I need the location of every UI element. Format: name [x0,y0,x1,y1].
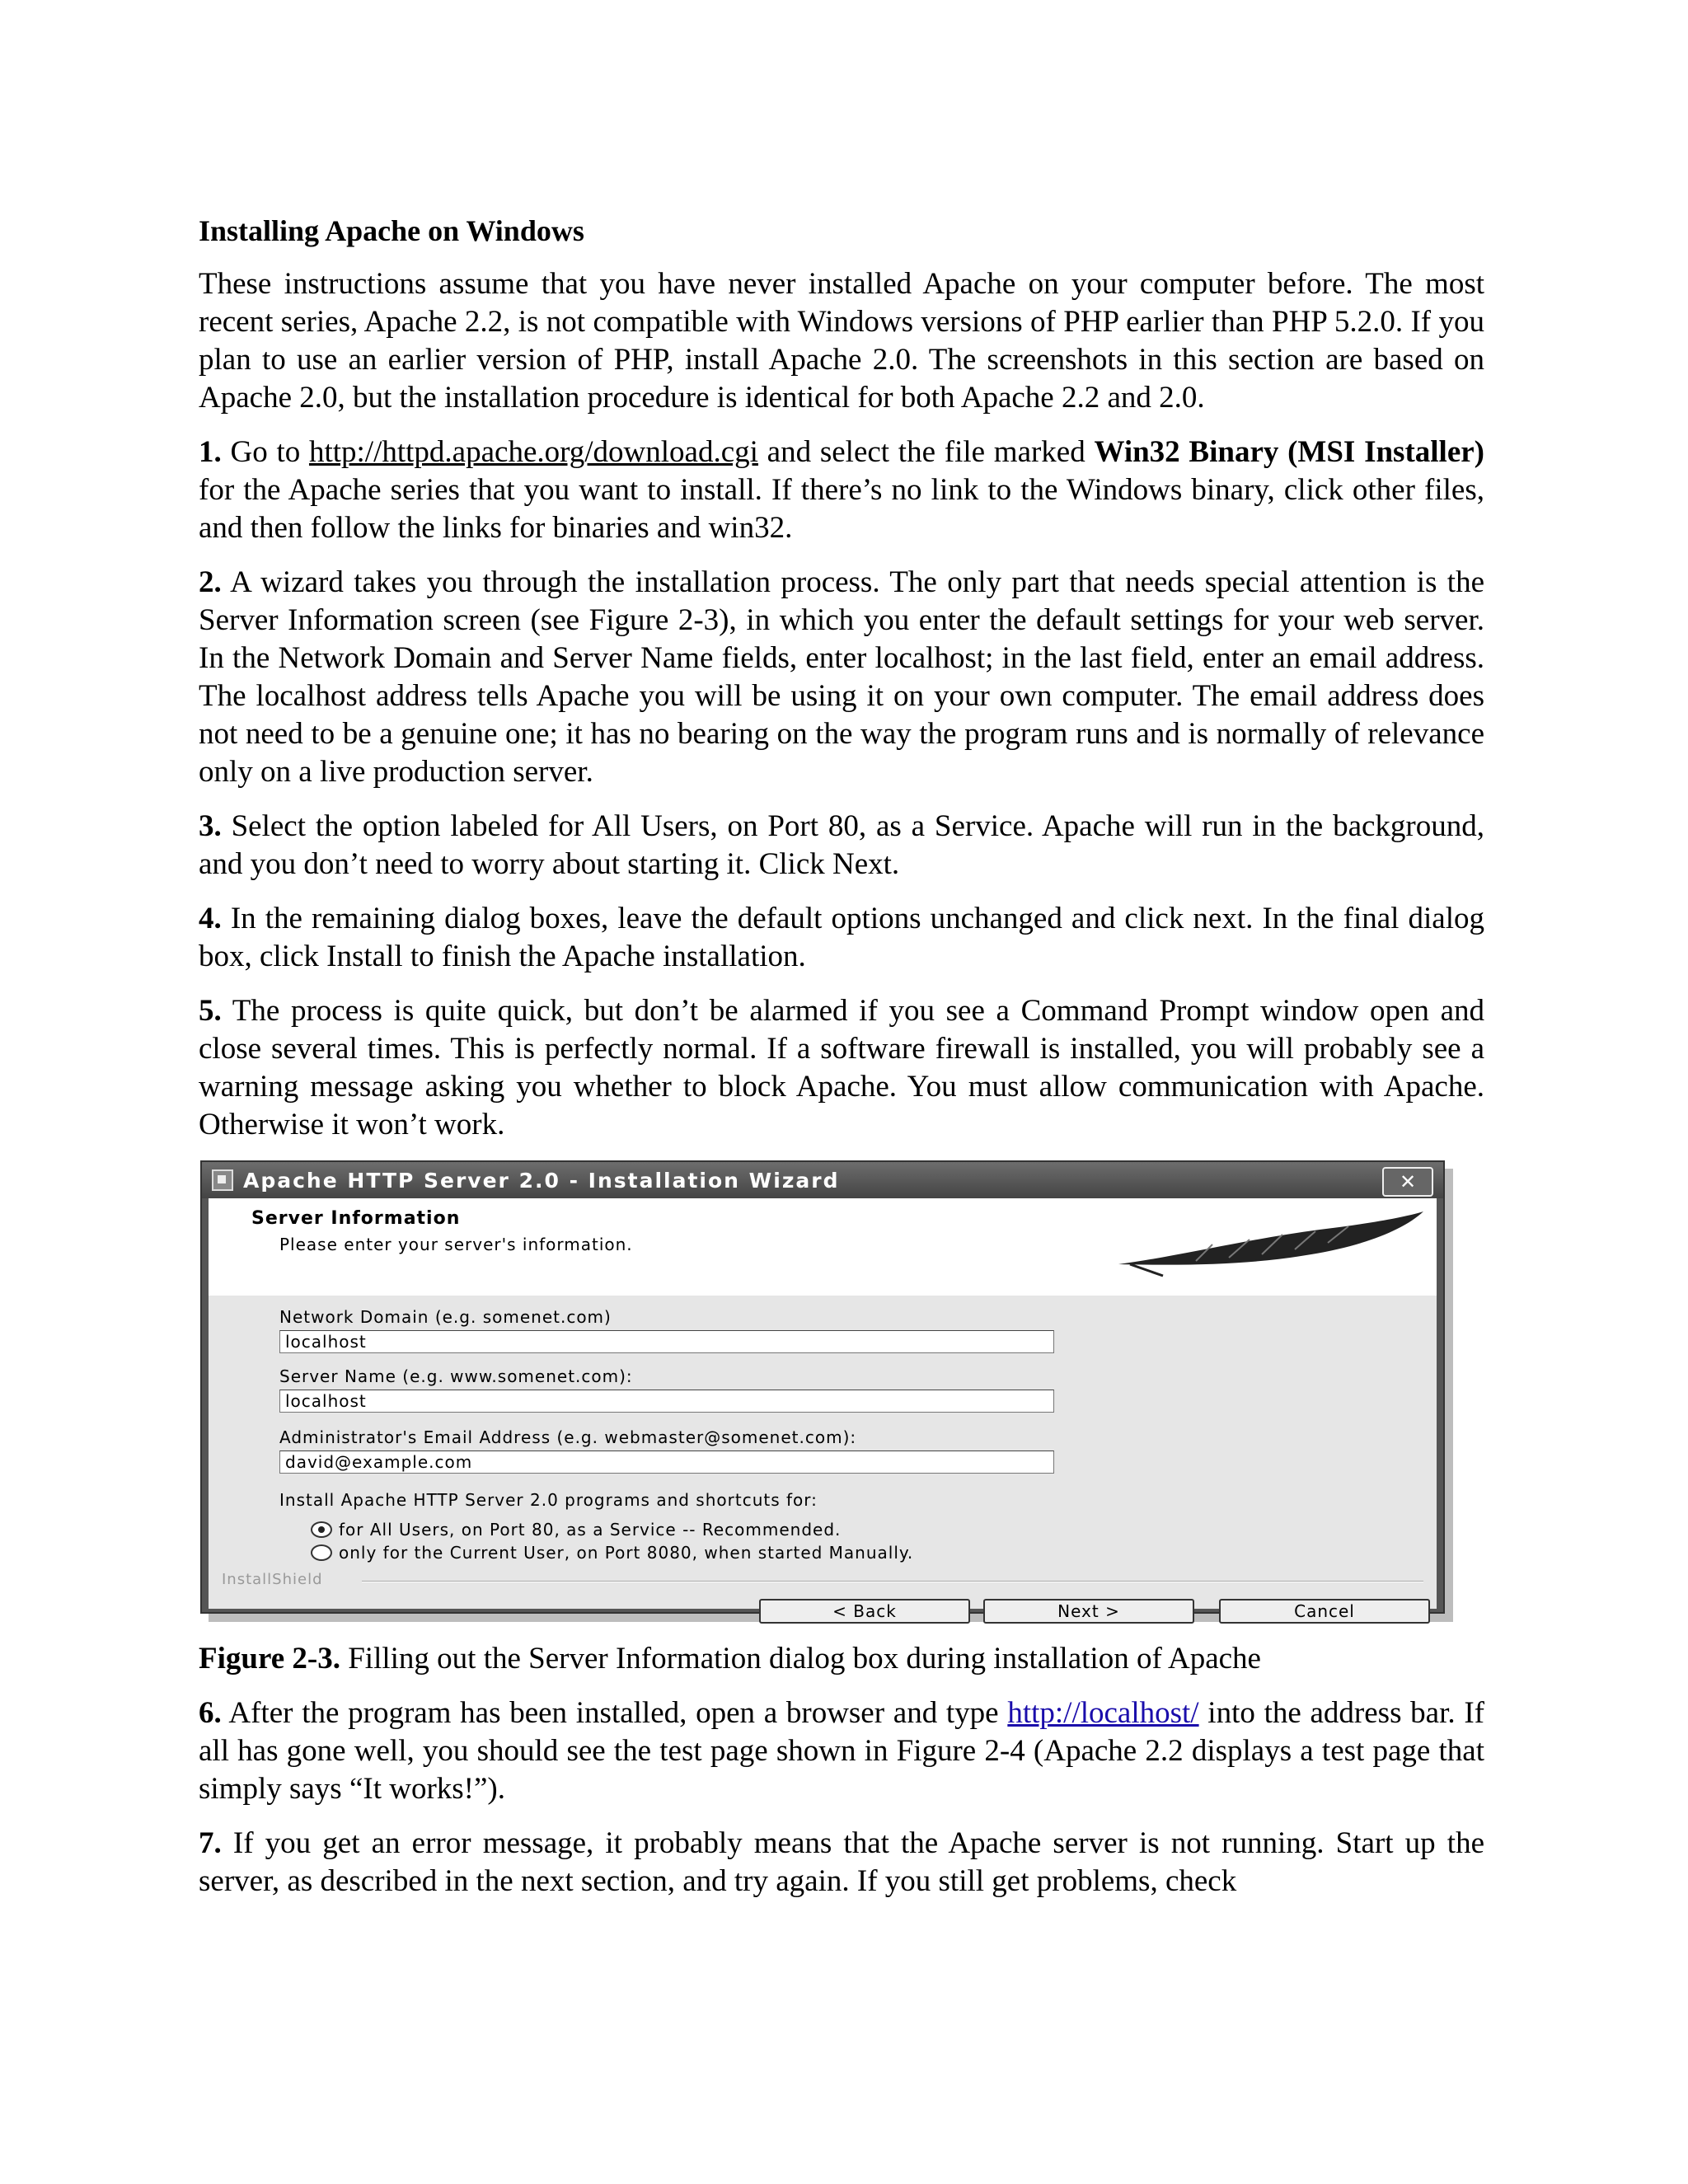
download-link[interactable]: http://httpd.apache.org/download.cgi [308,435,758,469]
header-title: Server Information [251,1208,461,1229]
back-button[interactable]: < Back [759,1599,970,1624]
section-title: Installing Apache on Windows [199,214,584,247]
wizard-header [209,1198,1437,1296]
header-subtitle: Please enter your server's information. [279,1235,633,1254]
step-text: into the address bar. If all has gone well, you should see the test page shown in Figure 2-4 (Apache 2.2 displays a test page that simply says “It works!”). [199,1696,1484,1806]
step-number: 7. [199,1826,222,1860]
step-number: 4. [199,902,222,935]
email-input[interactable]: david@example.com [279,1451,1054,1474]
step-number: 2. [199,565,222,599]
step-7 [199,1825,1484,1900]
step-2 [199,564,1484,791]
install-for-label: Install Apache HTTP Server 2.0 programs and shortcuts for: [279,1490,818,1510]
step-text: A wizard takes you through the installation process. The only part that needs special attention is the Server Information screen (see Figure 2-3), in which you enter the default settings for your web server. In the Network Domain and Server Name fields, enter localhost; in the last field, enter an email address. The localhost address tells Apache you will be using it on your own computer. The email address does not need to be a genuine one; it has no bearing on the way the program runs and is normally of relevance only on a live production server. [199,565,1484,789]
step-text: for the Apache series that you want to install. If there’s no link to the Windows binary, click other files, and then follow the links for binaries and win32. [199,473,1484,545]
step-1 [199,434,1484,547]
installshield-label: InstallShield [222,1571,323,1588]
step-5 [199,992,1484,1144]
step-text: If you get an error message, it probably means that the Apache server is not running. Start up the server, as described in the next section, and try again. If you still get problems, check [199,1826,1484,1898]
step-number: 3. [199,809,222,843]
step-number: 1. [199,435,222,469]
server-name-input[interactable]: localhost [279,1390,1054,1413]
bold-term: Win32 Binary (MSI Installer) [1094,435,1484,469]
window-titlebar[interactable] [202,1162,1443,1198]
step-text: The process is quite quick, but don’t be alarmed if you see a Command Prompt window open and close several times. This is perfectly normal. If a software firewall is installed, you will probably see a warning message asking you whether to block Apache. You must allow communication with Apache. Otherwise it won’t work. [199,994,1484,1141]
caption-label: Figure 2-3. [199,1642,340,1675]
radio-all-users-label: for All Users, on Port 80, as a Service -- Recommended. [339,1520,842,1540]
wizard-body [209,1296,1437,1621]
footer-divider [362,1581,1423,1582]
radio-current-user[interactable] [311,1543,913,1563]
step-4 [199,900,1484,976]
localhost-link[interactable]: http://localhost/ [1007,1696,1199,1730]
figure-screenshot [200,1160,1453,1622]
close-button[interactable] [1382,1167,1433,1197]
step-text: and select the file marked [757,435,1095,469]
installer-window [200,1160,1445,1621]
cancel-button[interactable]: Cancel [1219,1599,1430,1624]
window-title: Apache HTTP Server 2.0 - Installation Wizard [243,1168,840,1193]
network-domain-input[interactable]: localhost [279,1330,1054,1353]
radio-current-user-label: only for the Current User, on Port 8080, when started Manually. [339,1543,914,1563]
step-6 [199,1694,1484,1808]
caption-text: Filling out the Server Information dialog box during installation of Apache [340,1642,1261,1675]
figure-caption [199,1640,1484,1678]
step-number: 6. [199,1696,222,1730]
step-text: After the program has been installed, open a browser and type [221,1696,1008,1730]
next-button[interactable]: Next > [983,1599,1194,1624]
radio-all-users[interactable] [311,1520,841,1540]
window-app-icon [212,1169,233,1191]
step-text: Go to [221,435,309,469]
step-text: In the remaining dialog boxes, leave the default options unchanged and click next. In the final dialog box, click Install to finish the Apache installation. [199,902,1484,973]
radio-unchecked-icon[interactable] [311,1544,332,1561]
close-icon: ✕ [1399,1170,1417,1193]
apache-feather-icon [1114,1207,1427,1281]
step-number: 5. [199,994,222,1028]
radio-checked-icon[interactable] [311,1521,332,1538]
network-domain-label: Network Domain (e.g. somenet.com) [279,1307,612,1327]
email-label: Administrator's Email Address (e.g. webmaster@somenet.com): [279,1427,857,1447]
server-name-label: Server Name (e.g. www.somenet.com): [279,1366,633,1386]
step-3 [199,808,1484,883]
document-content [199,208,1484,1917]
intro-paragraph: These instructions assume that you have never installed Apache on your computer before. The most recent series, Apache 2.2, is not compatible with Windows versions of PHP earlier than PHP 5.2.0. If you plan to use an earlier version of PHP, install Apache 2.0. The screenshots in this section are based on Apache 2.0, but the installation procedure is identical for both Apache 2.2 and 2.0. [199,267,1484,415]
step-text: Select the option labeled for All Users, on Port 80, as a Service. Apache will run in the background, and you don’t need to worry about starting it. Click Next. [199,809,1484,881]
